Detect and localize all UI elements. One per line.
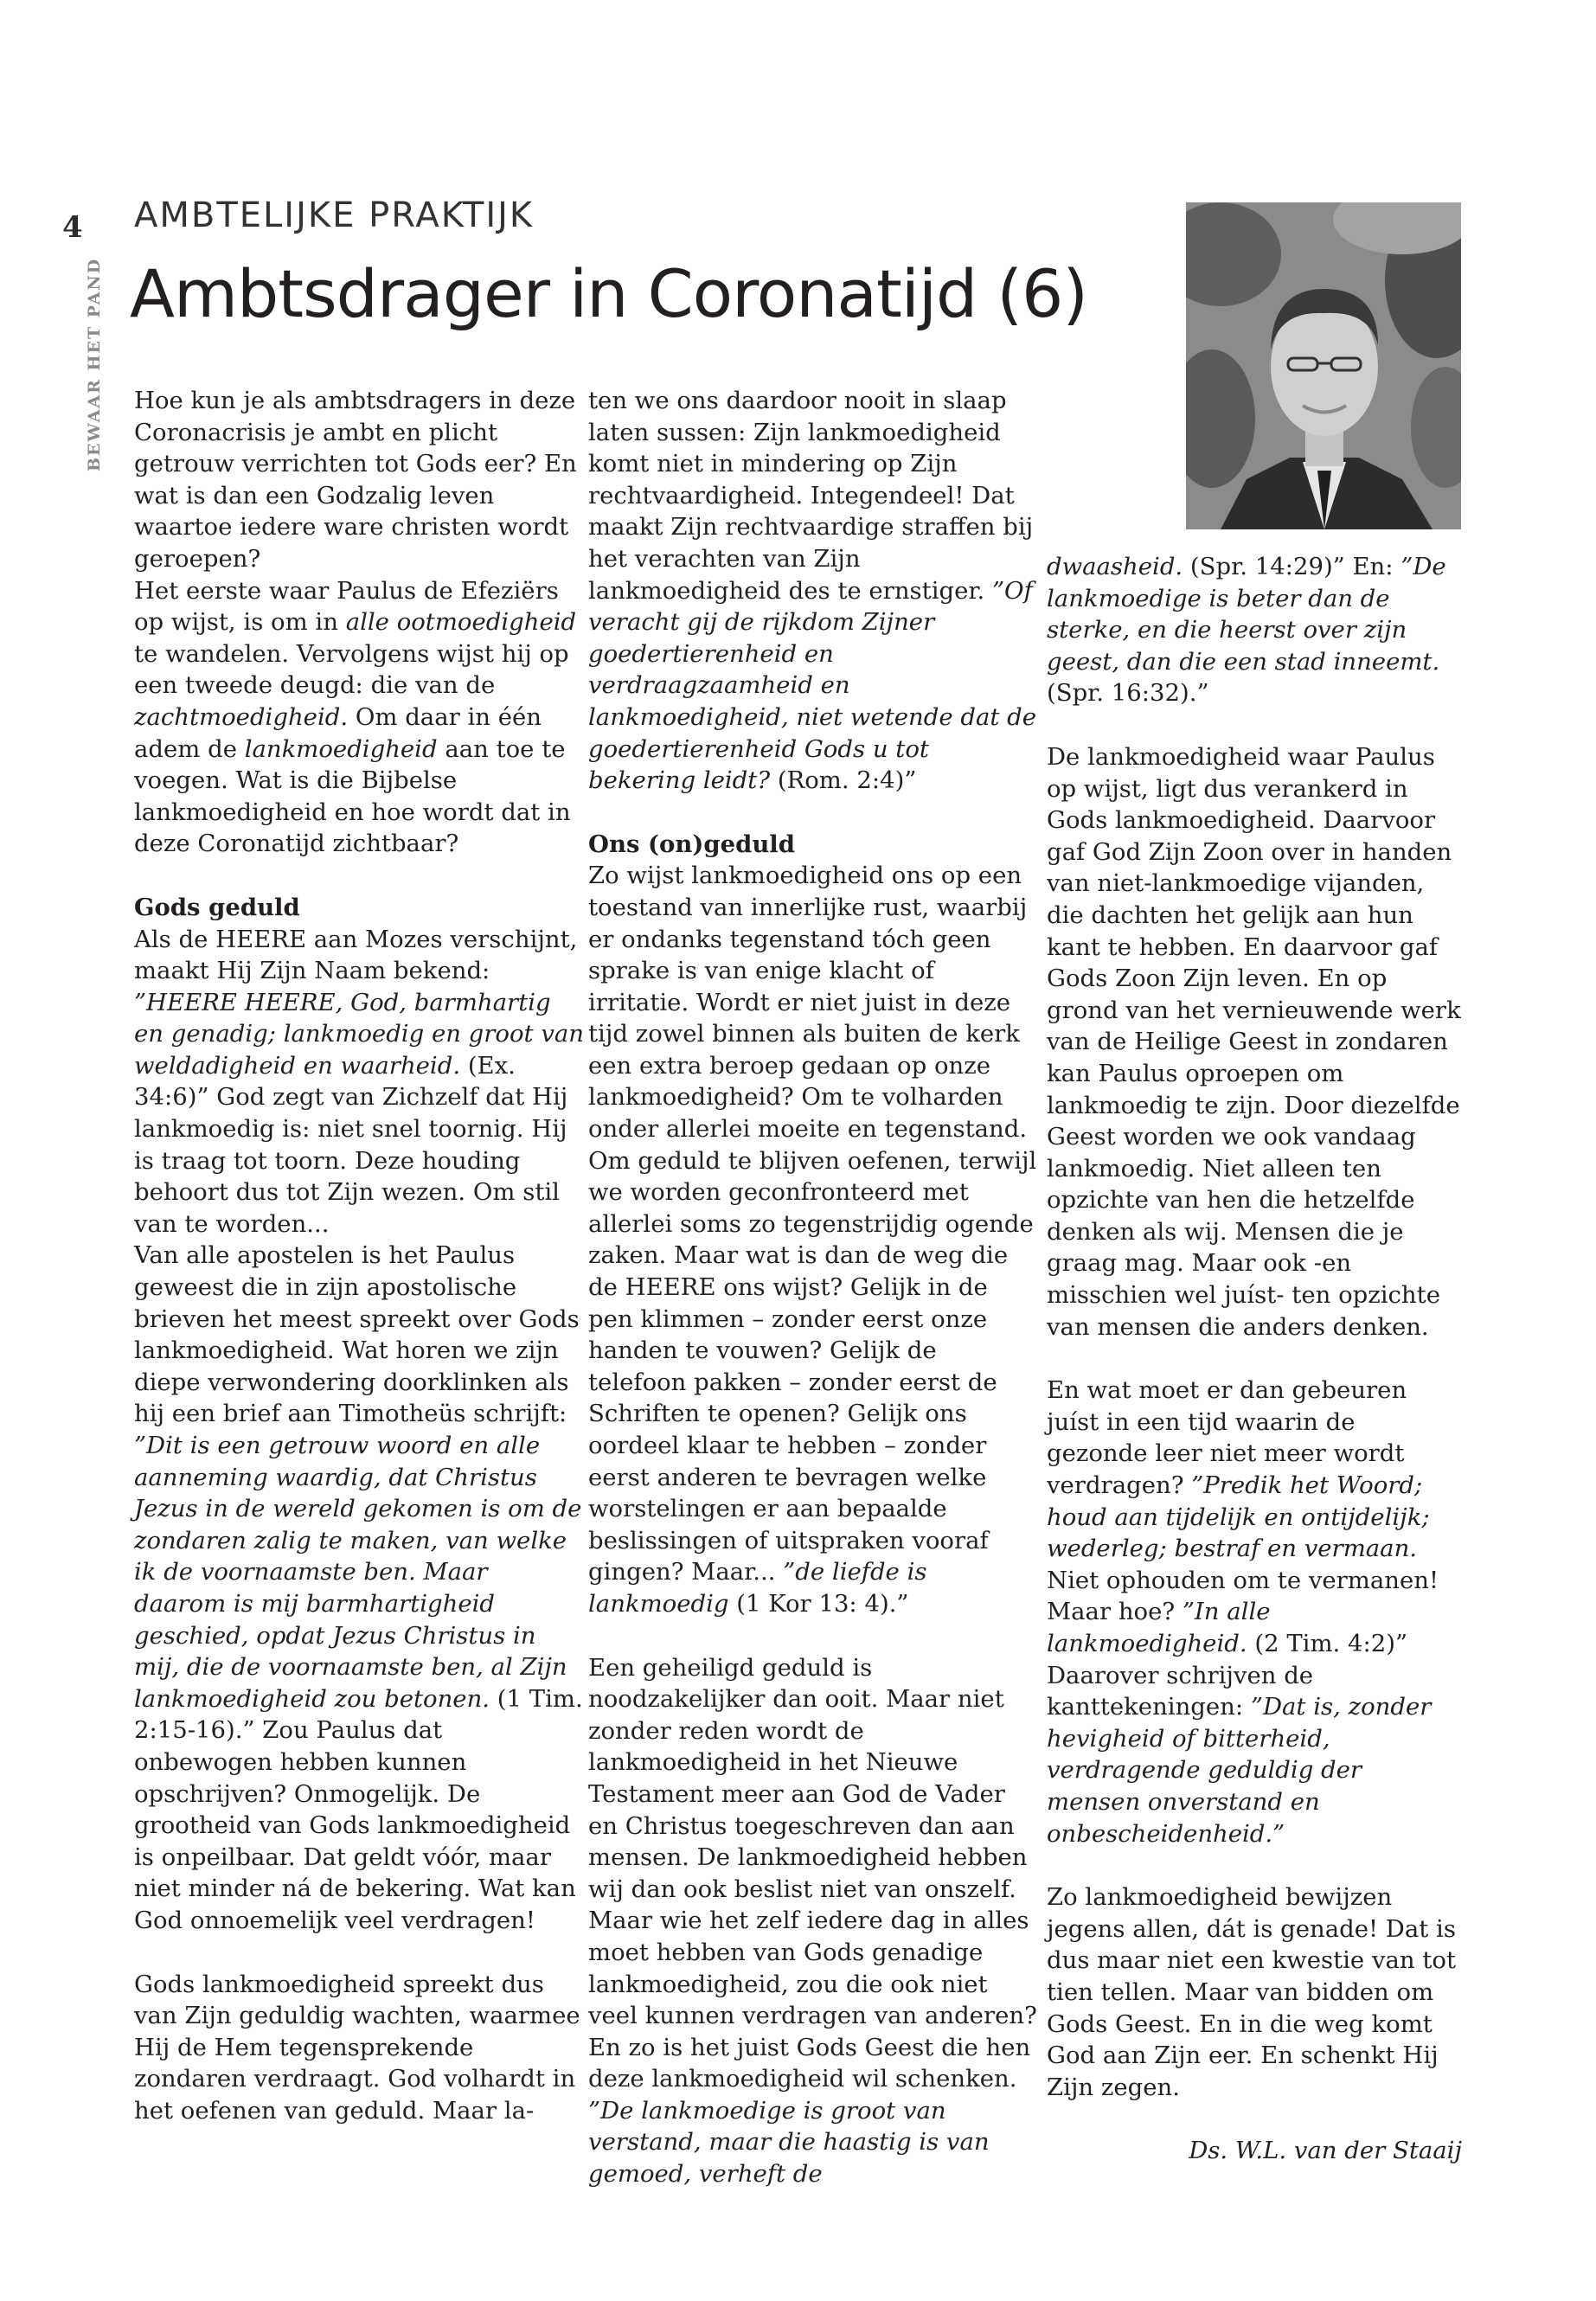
paragraph: Zo wijst lankmoedigheid ons op een toestand van innerlijke rust, waarbij er ondanks tegenstand tóch geen sprake is van enige klacht of irritatie. Wordt er niet juist in deze tijd zowel binnen als buiten de kerk een extra beroep gedaan op onze lankmoedigheid? Om te volharden onder allerlei moeite en tegenstand. Om geduld te blijven oefenen, terwijl we worden geconfronteerd met allerlei soms zo tegenstrijdig ogende zaken. Maar wat is dan de weg die de HEERE ons wijst? Gelijk in de pen klimmen – zonder eerst onze handen te vouwen? Gelijk de telefoon pakken – zonder eerst de Schriften te openen? Gelijk ons oordeel klaar te hebben – zonder eerst anderen te bevragen welke worstelingen er aan bepaalde beslissingen of uitspraken vooraf gingen? Maar... ”de liefde is lankmoedig (1 Kor 13: 4).” xyxy=(588,862,1037,1618)
paragraph: Van alle apostelen is het Paulus geweest die in zijn apostolische brieven het meest spreekt over Gods lankmoedigheid. Wat horen we zijn diepe verwondering doorklinken als hij een brief aan Timotheüs schrijft: ”Dit is een getrouw woord en alle aanneming waardig, dat Christus Jezus in de wereld gekomen is om de zondaren zalig te maken, van welke ik de voornaamste ben. Maar daarom is mij barmhartigheid geschied, opdat Jezus Christus in mij, die de voornaamste ben, al Zijn lankmoedigheid zou betonen. (1 Tim. 2:15-16).” Zou Paulus dat onbewogen hebben kunnen opschrijven? Onmogelijk. De grootheid van Gods lankmoedigheid is onpeilbaar. Dat geldt vóór, maar niet minder ná de bekering. Wat kan God onnoemelijk veel verdragen! xyxy=(134,1241,583,1934)
paragraph: Zo lankmoedigheid bewijzen jegens allen, dát is genade! Dat is dus maar niet een kwestie van tot tien tellen. Maar van bidden om Gods Geest. En in die weg komt God aan Zijn eer. En schenkt Hij Zijn zegen. xyxy=(1047,1883,1456,2101)
author-signature: Ds. W.L. van der Staaij xyxy=(1189,2137,1462,2165)
article-column-1 xyxy=(134,385,584,2158)
section-label: AMBTELIJKE PRAKTIJK xyxy=(134,195,535,235)
paragraph: Als de HEERE aan Mozes verschijnt, maakt Hij Zijn Naam bekend: ”HEERE HEERE, God, barmhartig en genadig; lankmoedig en groot van weldadigheid en waarheid. (Ex. 34:6)” God zegt van Zichzelf dat Hij lankmoedig is: niet snel toornig. Hij is traag tot toorn. Deze houding behoort dus tot Zijn wezen. Om stil van te worden... xyxy=(134,925,584,1238)
subheading-gods-geduld: Gods geduld xyxy=(134,893,300,921)
paragraph: En wat moet er dan gebeuren juíst in een tijd waarin de gezonde leer niet meer wordt verdragen? ”Predik het Woord; houd aan tijdelijk en ontijdelijk; wederleg; bestraf en vermaan. Niet ophouden om te vermanen! Maar hoe? ”In alle lankmoedigheid. (2 Tim. 4:2)” Daarover schrijven de kanttekeningen: ”Dat is, zonder hevigheid of bitterheid, verdragende geduldig der mensen onverstand en onbescheidenheid.” xyxy=(1047,1376,1439,1848)
side-label: BEWAAR HET PAND xyxy=(85,257,104,471)
paragraph: Het eerste waar Paulus de Efeziërs op wijst, is om in alle ootmoedigheid te wandelen. Vervolgens wijst hij op een tweede deugd: die van de zachtmoedigheid. Om daar in één adem de lankmoedigheid aan toe te voegen. Wat is die Bijbelse lankmoedigheid en hoe wordt dat in deze Coronatijd zichtbaar? xyxy=(134,576,577,858)
author-photo xyxy=(1186,202,1461,529)
paragraph: dwaasheid. (Spr. 14:29)” En: ”De lankmoedige is beter dan de sterke, en die heerst over zijn geest, dan die een stad inneemt. (Spr. 16:32).” xyxy=(1047,553,1446,708)
page-number: 4 xyxy=(62,210,83,245)
paragraph: Gods lankmoedigheid spreekt dus van Zijn geduldig wachten, waarmee Hij de Hem tegensprekende zondaren verdraagt. God volhardt in het oefenen van geduld. Maar la- xyxy=(134,1970,580,2125)
paragraph: De lankmoedigheid waar Paulus op wijst, ligt dus verankerd in Gods lankmoedigheid. Daarvoor gaf God Zijn Zoon over in handen van niet-lankmoedige vijanden, die dachten het gelijk aan hun kant te hebben. En daarvoor gaf Gods Zoon Zijn leven. En op grond van het vernieuwende werk van de Heilige Geest in zondaren kan Paulus oproepen om lankmoedig te zijn. Door diezelfde Geest worden we ook vandaag lankmoedig. Niet alleen ten opzichte van hen die hetzelfde denken als wij. Mensen die je graag mag. Maar ook -en misschien wel juíst- ten opzichte van mensen die anders denken. xyxy=(1047,742,1461,1341)
article-column-2 xyxy=(588,385,1038,2222)
paragraph: Een geheiligd geduld is noodzakelijker dan ooit. Maar niet zonder reden wordt de lankmoedigheid in het Nieuwe Testament meer aan God de Vader en Christus toegeschreven dan aan mensen. De lankmoedigheid hebben wij dan ook beslist niet van onszelf. Maar wie het zelf iedere dag in alles moet hebben van Gods genadige lankmoedigheid, zou die ook niet veel kunnen verdragen van anderen? En zo is het juist Gods Geest die hen deze lankmoedigheid wil schenken. ”De lankmoedige is groot van verstand, maar die haastig is van gemoed, verheft de xyxy=(588,1653,1037,2189)
article-column-3 xyxy=(1047,551,1462,2199)
portrait-image xyxy=(1186,202,1461,529)
intro-paragraph: Hoe kun je als ambtsdragers in deze Coronacrisis je ambt en plicht getrouw verrichten tot Gods eer? En wat is dan een Godzalig leven waartoe iedere ware christen wordt geroepen? xyxy=(134,387,577,573)
article-title: Ambtsdrager in Coronatijd (6) xyxy=(130,255,1088,332)
subheading-ons-ongeduld: Ons (on)geduld xyxy=(588,830,795,858)
paragraph: ten we ons daardoor nooit in slaap laten sussen: Zijn lankmoedigheid komt niet in mindering op Zijn rechtvaardigheid. Integendeel! Dat maakt Zijn rechtvaardige straffen bij het verachten van Zijn lankmoedigheid des te ernstiger. ”Of veracht gij de rijkdom Zijner goedertierenheid en verdraagzaamheid en lankmoedigheid, niet wetende dat de goedertierenheid Gods u tot bekering leidt? (Rom. 2:4)” xyxy=(588,387,1037,795)
